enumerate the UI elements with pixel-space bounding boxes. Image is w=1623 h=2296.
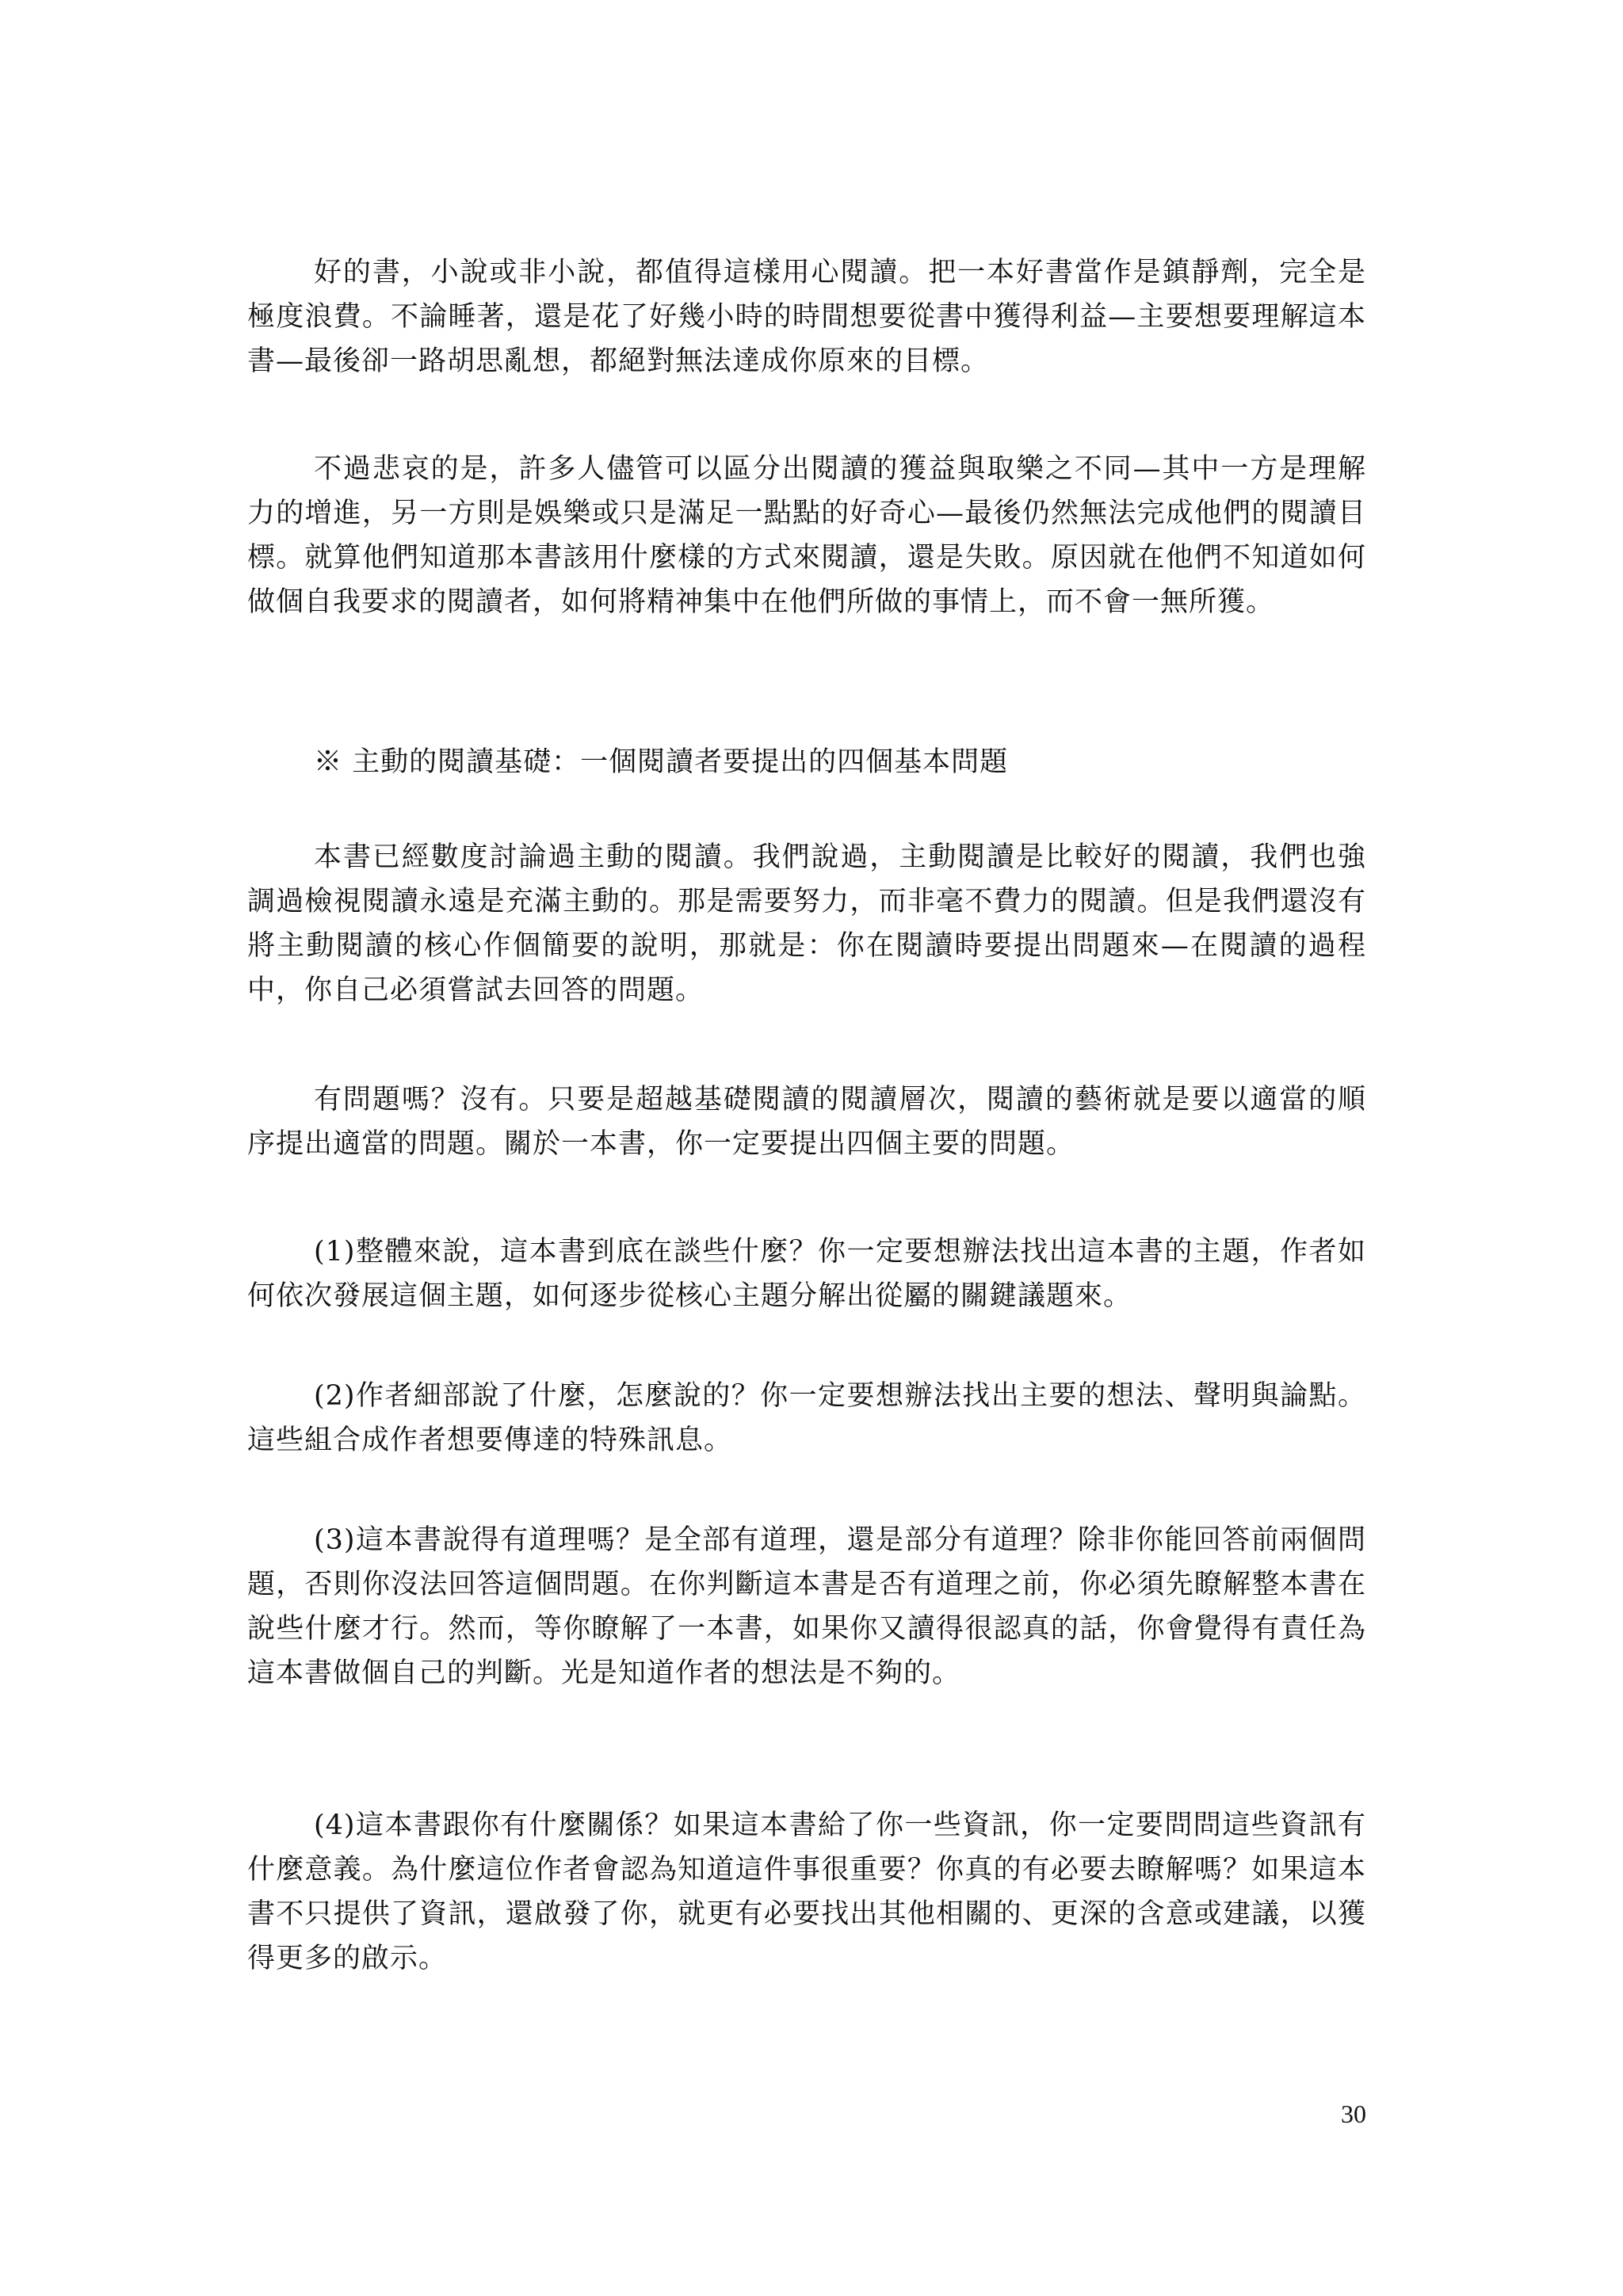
paragraph-text: (2)作者細部說了什麼，怎麼說的？你一定要想辦法找出主要的想法、聲明與論點。這些組合成作者想要傳達的特殊訊息。 (247, 1380, 1366, 1456)
paragraph-good-books (247, 250, 1366, 383)
paragraph-text: 有問題嗎？沒有。只要是超越基礎閱讀的閱讀層次，閱讀的藝術就是要以適當的順序提出適當的問題。關於一本書，你一定要提出四個主要的問題。 (247, 1084, 1366, 1160)
section-heading-block (247, 740, 1366, 784)
paragraph-reading-failure (247, 447, 1366, 624)
paragraph-text: (4)這本書跟你有什麼關係？如果這本書給了你一些資訊，你一定要問問這些資訊有什麼意義。為什麼這位作者會認為知道這件事很重要？你真的有必要去瞭解嗎？如果這本書不只提供了資訊，還啟發了你，就更有必要找出其他相關的、更深的含意或建議，以獲得更多的啟示。 (247, 1810, 1366, 1974)
page-number: 30 (1341, 2100, 1366, 2128)
question-1 (247, 1230, 1366, 1318)
paragraph-questions (247, 1077, 1366, 1166)
paragraph-text: (1)整體來說，這本書到底在談些什麼？你一定要想辦法找出這本書的主題，作者如何依次發展這個主題，如何逐步從核心主題分解出從屬的關鍵議題來。 (247, 1236, 1366, 1312)
paragraph-text: 本書已經數度討論過主動的閱讀。我們說過，主動閱讀是比較好的閱讀，我們也強調過檢視閱讀永遠是充滿主動的。那是需要努力，而非毫不費力的閱讀。但是我們還沒有將主動閱讀的核心作個簡要的說明，那就是：你在閱讀時要提出問題來—在閱讀的過程中，你自己必須嘗試去回答的問題。 (247, 841, 1366, 1006)
paragraph-text: (3)這本書說得有道理嗎？是全部有道理，還是部分有道理？除非你能回答前兩個問題，否則你沒法回答這個問題。在你判斷這本書是否有道理之前，你必須先瞭解整本書在說些什麼才行。然而，等你瞭解了一本書，如果你又讀得很認真的話，你會覺得有責任為這本書做個自己的判斷。光是知道作者的想法是不夠的。 (247, 1524, 1366, 1689)
paragraph-text: 好的書，小說或非小說，都值得這樣用心閱讀。把一本好書當作是鎮靜劑，完全是極度浪費。不論睡著，還是花了好幾小時的時間想要從書中獲得利益—主要想要理解這本書—最後卻一路胡思亂想，都絕對無法達成你原來的目標。 (247, 257, 1366, 377)
question-2 (247, 1374, 1366, 1463)
question-3 (247, 1518, 1366, 1695)
section-heading: ※ 主動的閱讀基礎：一個閱讀者要提出的四個基本問題 (314, 746, 1009, 778)
paragraph-active-reading (247, 835, 1366, 1013)
paragraph-text: 不過悲哀的是，許多人儘管可以區分出閱讀的獲益與取樂之不同—其中一方是理解力的增進，另一方則是娛樂或只是滿足一點點的好奇心—最後仍然無法完成他們的閱讀目標。就算他們知道那本書該用什麼樣的方式來閱讀，還是失敗。原因就在他們不知道如何做個自我要求的閱讀者，如何將精神集中在他們所做的事情上，而不會一無所獲。 (247, 453, 1366, 618)
question-4 (247, 1803, 1366, 1981)
